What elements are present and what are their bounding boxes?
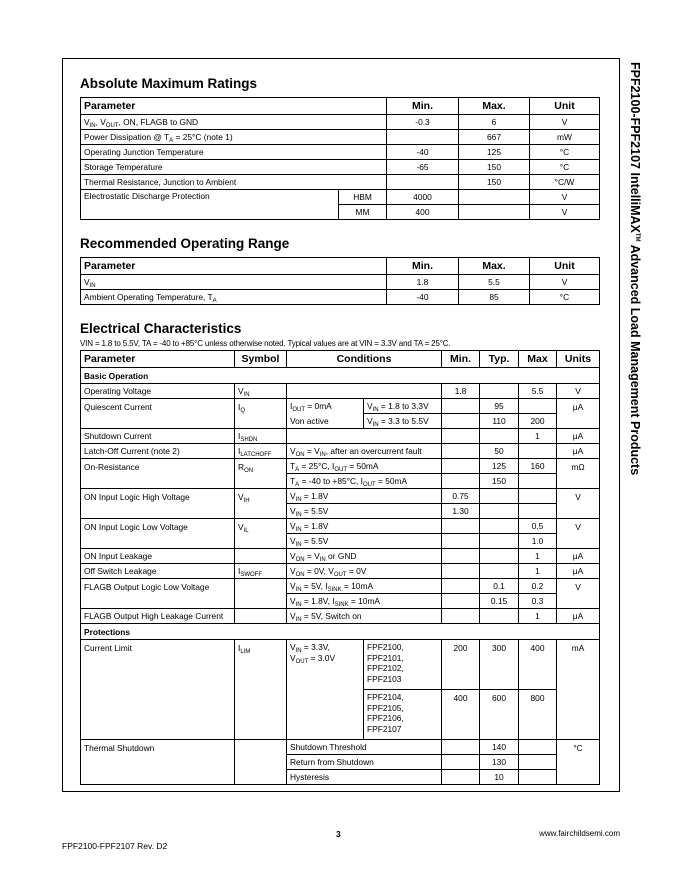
row-label: Off Switch Leakage: [81, 564, 235, 579]
cell-max: 0.2: [519, 579, 557, 594]
cell-typ: 140: [480, 740, 519, 755]
cell-unit: °C: [530, 290, 600, 305]
cell-max: [459, 190, 530, 205]
row-label: Shutdown Current: [81, 429, 235, 444]
cell-conditions: $V_{IN} = 5.5V$: [287, 504, 442, 519]
cell-min: [442, 444, 480, 459]
row-label: ON Input Leakage: [81, 549, 235, 564]
cell-unit: V: [557, 519, 600, 549]
col-header-min: Min.: [442, 351, 480, 368]
cell-min: 400: [442, 690, 480, 740]
cell-unit: μA: [557, 399, 600, 429]
cell-min: 1.30: [442, 504, 480, 519]
row-label: On-Resistance: [81, 459, 235, 489]
col-header-conditions: Conditions: [287, 351, 442, 368]
cell-min: [442, 519, 480, 534]
cell-min: 4000: [387, 190, 459, 205]
cell-unit: V: [557, 384, 600, 399]
cell-symbol: $I_{LATCHOFF}$: [235, 444, 287, 459]
cell-min: 0.75: [442, 489, 480, 504]
cell-min: [442, 549, 480, 564]
cell-max: [519, 474, 557, 489]
cell-conditions: $V_{ON} = V_{IN}$, after an overcurrent fault: [287, 444, 442, 459]
cell-max: [519, 504, 557, 519]
amr-title: Absolute Maximum Ratings: [80, 76, 258, 91]
side-title-rest: Advanced Load Management Products: [628, 241, 642, 476]
cell-symbol: [235, 740, 287, 785]
cell-part-list: FPF2100, FPF2101, FPF2102, FPF2103: [364, 640, 442, 690]
table-row: [81, 175, 600, 190]
cell-condition: $V_{IN} = 3.3V$, $V_{OUT} = 3.0V$: [287, 640, 364, 740]
cell-typ: 95: [480, 399, 519, 414]
table-row: [81, 489, 600, 504]
cell-conditions: $T_A = -40$ to +85°C, $I_{OUT} = 50mA$: [287, 474, 442, 489]
cell-unit: μA: [557, 609, 600, 624]
section-row-protections: [81, 624, 600, 640]
cell-conditions: $T_A = 25^\circ C$, $I_{OUT} = 50mA$: [287, 459, 442, 474]
cell-symbol: $I_Q$: [235, 399, 287, 429]
row-label: ON Input Logic High Voltage: [81, 489, 235, 519]
cell-conditions: $V_{IN} = 1.8V$: [287, 489, 442, 504]
row-label: Power Dissipation @ $T_A = 25^\circ C$ (note 1): [81, 130, 387, 145]
cell-min: [442, 414, 480, 429]
col-header-min: Min.: [387, 258, 459, 275]
cell-symbol: $I_{LIM}$: [235, 640, 287, 740]
amr-table: [80, 97, 600, 220]
col-header-unit: Unit: [530, 258, 600, 275]
col-header-parameter: Parameter: [81, 258, 387, 275]
cell-typ: 0.1: [480, 579, 519, 594]
cell-max: 1: [519, 549, 557, 564]
cell-typ: 300: [480, 640, 519, 690]
row-label: Quiescent Current: [81, 399, 235, 429]
row-label: Thermal Shutdown: [81, 740, 235, 785]
cell-min: 1.8: [442, 384, 480, 399]
cell-typ: [480, 429, 519, 444]
cell-typ: [480, 384, 519, 399]
cell-min: [442, 534, 480, 549]
ec-title: Electrical Characteristics: [80, 321, 242, 336]
cell-max: 400: [519, 640, 557, 690]
table-row: [81, 290, 600, 305]
table-row: [81, 564, 600, 579]
col-header-max: Max.: [459, 258, 530, 275]
cell-conditions: Return from Shutdown: [287, 755, 442, 770]
cell-unit: μA: [557, 444, 600, 459]
cell-unit: V: [557, 579, 600, 609]
table-row: [81, 275, 600, 290]
cell-max: 150: [459, 175, 530, 190]
cell-max: [519, 755, 557, 770]
cell-unit: °C/W: [530, 175, 600, 190]
cell-min: [442, 740, 480, 755]
cell-typ: 50: [480, 444, 519, 459]
cell-typ: [480, 519, 519, 534]
cell-typ: [480, 534, 519, 549]
table-header-row: [81, 98, 600, 115]
cell-symbol: $R_{ON}$: [235, 459, 287, 489]
cell-max: 6: [459, 115, 530, 130]
cell-symbol: $V_{IN}$: [235, 384, 287, 399]
cell-conditions: $V_{IN} = 5.5V$: [287, 534, 442, 549]
cell-typ: [480, 564, 519, 579]
col-header-symbol: Symbol: [235, 351, 287, 368]
cell-max: 1: [519, 564, 557, 579]
cell-max: 667: [459, 130, 530, 145]
ror-title: Recommended Operating Range: [80, 236, 290, 251]
table-row: [81, 160, 600, 175]
cell-symbol: $I_{SHDN}$: [235, 429, 287, 444]
cell-typ: 0.15: [480, 594, 519, 609]
cell-condition: $V_{IN} = 3.3$ to 5.5V: [364, 414, 442, 429]
cell-unit: V: [530, 190, 600, 205]
cell-conditions: $V_{ON} = 0V$, $V_{OUT} = 0V$: [287, 564, 442, 579]
row-label: Electrostatic Discharge Protection: [81, 190, 339, 220]
table-row: [81, 444, 600, 459]
cell-conditions: $V_{IN} = 1.8V$: [287, 519, 442, 534]
cell-unit: μA: [557, 549, 600, 564]
row-label: Thermal Resistance, Junction to Ambient: [81, 175, 387, 190]
ror-table: [80, 257, 600, 305]
col-header-parameter: Parameter: [81, 351, 235, 368]
cell-max: 5.5: [519, 384, 557, 399]
side-title: [624, 62, 648, 512]
cell-typ: 130: [480, 755, 519, 770]
cell-min: [442, 609, 480, 624]
cell-typ: 600: [480, 690, 519, 740]
cell-unit: μA: [557, 429, 600, 444]
table-row: [81, 429, 600, 444]
cell-condition: $I_{OUT} = 0mA$: [287, 399, 364, 414]
cell-unit: V: [530, 205, 600, 220]
col-header-parameter: Parameter: [81, 98, 387, 115]
cell-max: 1: [519, 429, 557, 444]
cell-min: -40: [387, 145, 459, 160]
table-row: [81, 640, 600, 690]
section-label: Basic Operation: [81, 368, 600, 384]
col-header-max: Max.: [459, 98, 530, 115]
cell-min: 400: [387, 205, 459, 220]
side-title-main: FPF2100-FPF2107 IntelliMAX: [628, 62, 642, 233]
cell-symbol: $V_{IL}$: [235, 519, 287, 549]
cell-conditions: $V_{IN} = 5V$, Switch on: [287, 609, 442, 624]
cell-conditions: $V_{ON} = V_{IN}$ or GND: [287, 549, 442, 564]
cell-max: [519, 489, 557, 504]
table-row: [81, 609, 600, 624]
row-label: Operating Junction Temperature: [81, 145, 387, 160]
cell-max: [459, 205, 530, 220]
cell-min: [442, 770, 480, 785]
ec-table: [80, 350, 600, 785]
cell-typ: 10: [480, 770, 519, 785]
cell-unit: mΩ: [557, 459, 600, 489]
cell-max: 0.3: [519, 594, 557, 609]
cell-symbol: $I_{SWOFF}$: [235, 564, 287, 579]
ec-conditions-note: VIN = 1.8 to 5.5V, TA = -40 to +85°C unless otherwise noted. Typical values are at VIN = 3.3V and TA = 25°C.: [80, 339, 451, 348]
row-label: FLAGB Output High Leakage Current: [81, 609, 235, 624]
cell-max: [519, 399, 557, 414]
table-header-row: [81, 351, 600, 368]
cell-symbol: [235, 609, 287, 624]
row-label: $V_{IN}$: [81, 275, 387, 290]
cell-min: [387, 130, 459, 145]
cell-model: HBM: [339, 190, 387, 205]
row-label: Ambient Operating Temperature, $T_A$: [81, 290, 387, 305]
cell-min: [387, 175, 459, 190]
cell-typ: 125: [480, 459, 519, 474]
section-label: Protections: [81, 624, 600, 640]
cell-max: 5.5: [459, 275, 530, 290]
section-row-basic: [81, 368, 600, 384]
col-header-max: Max: [519, 351, 557, 368]
cell-min: -40: [387, 290, 459, 305]
cell-min: -0.3: [387, 115, 459, 130]
cell-min: [442, 594, 480, 609]
website-link[interactable]: www.fairchildsemi.com: [539, 829, 620, 838]
cell-conditions: $V_{IN} = 5V$, $I_{SINK} = 10mA$: [287, 579, 442, 594]
row-label: Current Limit: [81, 640, 235, 740]
table-row: [81, 519, 600, 534]
cell-min: [442, 579, 480, 594]
cell-unit: V: [557, 489, 600, 519]
cell-max: 200: [519, 414, 557, 429]
table-row: [81, 740, 600, 755]
cell-unit: °C: [530, 160, 600, 175]
cell-unit: μA: [557, 564, 600, 579]
cell-min: -65: [387, 160, 459, 175]
row-label: Latch-Off Current (note 2): [81, 444, 235, 459]
cell-max: 125: [459, 145, 530, 160]
cell-typ: [480, 549, 519, 564]
row-label: $V_{IN}$, $V_{OUT}$, ON, FLAGB to GND: [81, 115, 387, 130]
table-row: [81, 130, 600, 145]
cell-min: [442, 429, 480, 444]
col-header-units: Units: [557, 351, 600, 368]
cell-symbol: [235, 549, 287, 564]
table-row: [81, 145, 600, 160]
table-row: [81, 115, 600, 130]
document-revision: FPF2100-FPF2107 Rev. D2: [62, 841, 168, 851]
cell-max: 160: [519, 459, 557, 474]
cell-model: MM: [339, 205, 387, 220]
cell-symbol: $V_{IH}$: [235, 489, 287, 519]
trademark: TM: [634, 232, 641, 242]
cell-condition: $V_{IN} = 1.8$ to 3.3V: [364, 399, 442, 414]
row-label: Operating Voltage: [81, 384, 235, 399]
cell-max: [519, 740, 557, 755]
row-label: Storage Temperature: [81, 160, 387, 175]
table-row: [81, 190, 600, 205]
cell-unit: mW: [530, 130, 600, 145]
table-row: [81, 549, 600, 564]
cell-min: [442, 755, 480, 770]
cell-typ: [480, 504, 519, 519]
cell-max: 85: [459, 290, 530, 305]
col-header-min: Min.: [387, 98, 459, 115]
table-row: [81, 399, 600, 414]
cell-min: [442, 564, 480, 579]
cell-typ: [480, 489, 519, 504]
cell-max: [519, 770, 557, 785]
cell-conditions: Shutdown Threshold: [287, 740, 442, 755]
cell-min: 1.8: [387, 275, 459, 290]
table-header-row: [81, 258, 600, 275]
col-header-unit: Unit: [530, 98, 600, 115]
cell-condition: Von active: [287, 414, 364, 429]
table-row: [81, 579, 600, 594]
cell-min: [442, 459, 480, 474]
cell-unit: °C: [557, 740, 600, 785]
cell-conditions: [287, 429, 442, 444]
cell-max: 1: [519, 609, 557, 624]
cell-max: 0.5: [519, 519, 557, 534]
cell-min: 200: [442, 640, 480, 690]
table-row: [81, 459, 600, 474]
page-number: 3: [336, 829, 341, 839]
row-label: ON Input Logic Low Voltage: [81, 519, 235, 549]
cell-conditions: [287, 384, 442, 399]
col-header-typ: Typ.: [480, 351, 519, 368]
cell-typ: 110: [480, 414, 519, 429]
cell-part-list: FPF2104, FPF2105, FPF2106, FPF2107: [364, 690, 442, 740]
cell-unit: °C: [530, 145, 600, 160]
row-label: FLAGB Output Logic Low Voltage: [81, 579, 235, 609]
cell-unit: V: [530, 275, 600, 290]
cell-min: [442, 474, 480, 489]
cell-max: 150: [459, 160, 530, 175]
cell-max: 800: [519, 690, 557, 740]
cell-unit: mA: [557, 640, 600, 740]
cell-symbol: [235, 579, 287, 609]
cell-typ: [480, 609, 519, 624]
cell-min: [442, 399, 480, 414]
table-row: [81, 384, 600, 399]
cell-typ: 150: [480, 474, 519, 489]
cell-max: [519, 444, 557, 459]
cell-conditions: Hysteresis: [287, 770, 442, 785]
cell-max: 1.0: [519, 534, 557, 549]
cell-unit: V: [530, 115, 600, 130]
cell-conditions: $V_{IN} = 1.8V$, $I_{SINK} = 10mA$: [287, 594, 442, 609]
